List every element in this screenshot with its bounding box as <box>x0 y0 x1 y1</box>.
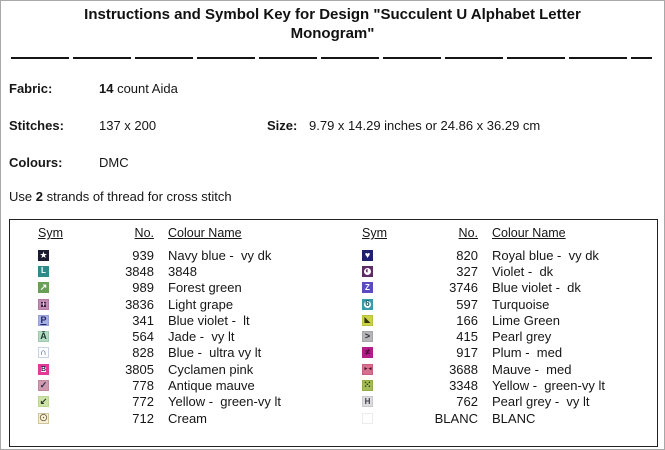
row-number: 564 <box>132 329 154 345</box>
key-row <box>334 394 658 410</box>
key-row <box>334 345 658 361</box>
symbol-swatch: ∩ <box>38 347 49 358</box>
col-header-no: No. <box>458 226 478 240</box>
key-row <box>10 296 334 312</box>
col-header-colour-name: Colour Name <box>492 226 566 240</box>
row-number: 3348 <box>449 378 478 394</box>
key-table-right-half <box>334 220 658 446</box>
row-number: 166 <box>456 312 478 328</box>
row-colour-name: Mauve - med <box>492 361 572 377</box>
row-number: 820 <box>456 247 478 263</box>
strands-prefix: Use <box>9 189 36 204</box>
col-header-sym: Sym <box>38 226 63 240</box>
key-table-header <box>10 226 334 241</box>
strands-suffix: strands of thread for cross stitch <box>42 189 232 204</box>
row-colour-name: Antique mauve <box>168 378 255 394</box>
row-colour-name: BLANC <box>492 410 536 426</box>
strands-count: 2 <box>35 189 43 204</box>
symbol-swatch: 6 <box>362 299 373 310</box>
row-colour-name: Forest green <box>168 280 242 296</box>
fabric-label: Fabric: <box>9 81 53 96</box>
key-row <box>334 377 658 393</box>
row-colour-name: Turquoise <box>492 296 550 312</box>
symbol-swatch: H <box>362 396 373 407</box>
row-colour-name: Blue violet - dk <box>492 280 581 296</box>
colours-label: Colours: <box>9 155 63 170</box>
symbol-swatch: P <box>38 315 49 326</box>
page-title <box>1 5 664 43</box>
col-header-sym: Sym <box>362 226 387 240</box>
colours-row <box>9 155 656 171</box>
stitches-label: Stitches: <box>9 118 64 133</box>
row-number: 3805 <box>125 361 154 377</box>
row-number: 327 <box>456 263 478 279</box>
title-divider <box>11 57 652 59</box>
row-number: 828 <box>132 345 154 361</box>
symbol-swatch: ◐ <box>362 266 373 277</box>
symbol-swatch: ►◄ <box>362 364 373 375</box>
size-label: Size: <box>267 118 298 133</box>
key-row <box>334 280 658 296</box>
row-colour-name: Jade - vy lt <box>168 329 235 345</box>
symbol-swatch: > <box>362 331 373 342</box>
key-row <box>10 312 334 328</box>
key-row <box>334 410 658 426</box>
symbol-swatch: Ā <box>38 331 49 342</box>
row-number: 597 <box>456 296 478 312</box>
row-colour-name: Lime Green <box>492 312 560 328</box>
row-colour-name: Pearl grey - vy lt <box>492 394 590 410</box>
symbol-swatch: ≠ <box>362 347 373 358</box>
row-number: 341 <box>132 312 154 328</box>
symbol-swatch: ♥ <box>362 250 373 261</box>
key-row <box>10 345 334 361</box>
symbol-swatch: B <box>38 364 49 375</box>
row-number: 778 <box>132 378 154 394</box>
key-table-left-half <box>10 220 334 446</box>
col-header-no: No. <box>134 226 154 240</box>
key-row <box>334 312 658 328</box>
key-row <box>334 296 658 312</box>
symbol-swatch <box>362 413 373 424</box>
symbol-swatch: ↙ <box>39 396 48 407</box>
symbol-swatch: Z <box>362 282 373 293</box>
title-line-2: Monogram" <box>290 25 375 42</box>
row-colour-name: Blue violet - lt <box>168 312 250 328</box>
row-number: 762 <box>456 394 478 410</box>
strands-note <box>9 189 232 204</box>
key-row <box>334 361 658 377</box>
key-row <box>10 410 334 426</box>
key-row <box>10 263 334 279</box>
colours-value: DMC <box>99 155 129 170</box>
row-number: 415 <box>456 329 478 345</box>
row-colour-name: Yellow - green-vy lt <box>492 378 605 394</box>
symbol-swatch: ◣ <box>362 315 373 326</box>
row-colour-name: Plum - med <box>492 345 563 361</box>
row-colour-name: Violet - dk <box>492 263 554 279</box>
key-row <box>334 263 658 279</box>
key-row <box>10 328 334 344</box>
row-number: 3836 <box>125 296 154 312</box>
key-rows-right <box>334 247 658 426</box>
key-row <box>334 328 658 344</box>
key-row <box>10 280 334 296</box>
key-table-header <box>334 226 658 241</box>
key-row <box>10 394 334 410</box>
row-number: 772 <box>132 394 154 410</box>
row-number: 989 <box>132 280 154 296</box>
row-colour-name: Yellow - green-vy lt <box>168 394 281 410</box>
row-colour-name: Light grape <box>168 296 234 312</box>
key-rows-left <box>10 247 334 426</box>
key-row <box>10 247 334 263</box>
row-number: 3848 <box>125 263 154 279</box>
key-row <box>334 247 658 263</box>
row-number: 3746 <box>449 280 478 296</box>
row-colour-name: Royal blue - vy dk <box>492 247 599 263</box>
symbol-swatch: ⊙ <box>38 411 49 424</box>
stitches-row <box>9 118 656 134</box>
fabric-count: 14 <box>99 81 114 96</box>
symbol-swatch: L <box>38 266 49 277</box>
row-number: 939 <box>132 247 154 263</box>
symbol-swatch: + <box>38 299 49 310</box>
symbol-swatch: ⁙ <box>363 379 372 391</box>
fabric-value <box>99 81 178 96</box>
row-number: 3688 <box>449 361 478 377</box>
symbol-swatch: ★ <box>39 249 48 260</box>
row-colour-name: Cyclamen pink <box>168 361 254 377</box>
row-colour-name: 3848 <box>168 263 197 279</box>
fabric-row <box>9 81 656 97</box>
symbol-swatch: ↗ <box>39 282 48 293</box>
row-colour-name: Cream <box>168 410 208 426</box>
title-line-1: Instructions and Symbol Key for Design "Succulent U Alphabet Letter <box>84 6 581 23</box>
key-row <box>10 377 334 393</box>
row-colour-name: Blue - ultra vy lt <box>168 345 262 361</box>
symbol-key-table <box>9 219 658 447</box>
size-value: 9.79 x 14.29 inches or 24.86 x 36.29 cm <box>309 118 541 133</box>
row-colour-name: Pearl grey <box>492 329 552 345</box>
stitches-value: 137 x 200 <box>99 118 157 133</box>
row-number: BLANC <box>434 410 478 426</box>
row-colour-name: Navy blue - vy dk <box>168 247 272 263</box>
col-header-colour-name: Colour Name <box>168 226 242 240</box>
fabric-rest: count Aida <box>113 81 178 96</box>
row-number: 917 <box>456 345 478 361</box>
row-number: 712 <box>132 410 154 426</box>
key-row <box>10 361 334 377</box>
symbol-swatch: ✓ <box>39 380 48 391</box>
